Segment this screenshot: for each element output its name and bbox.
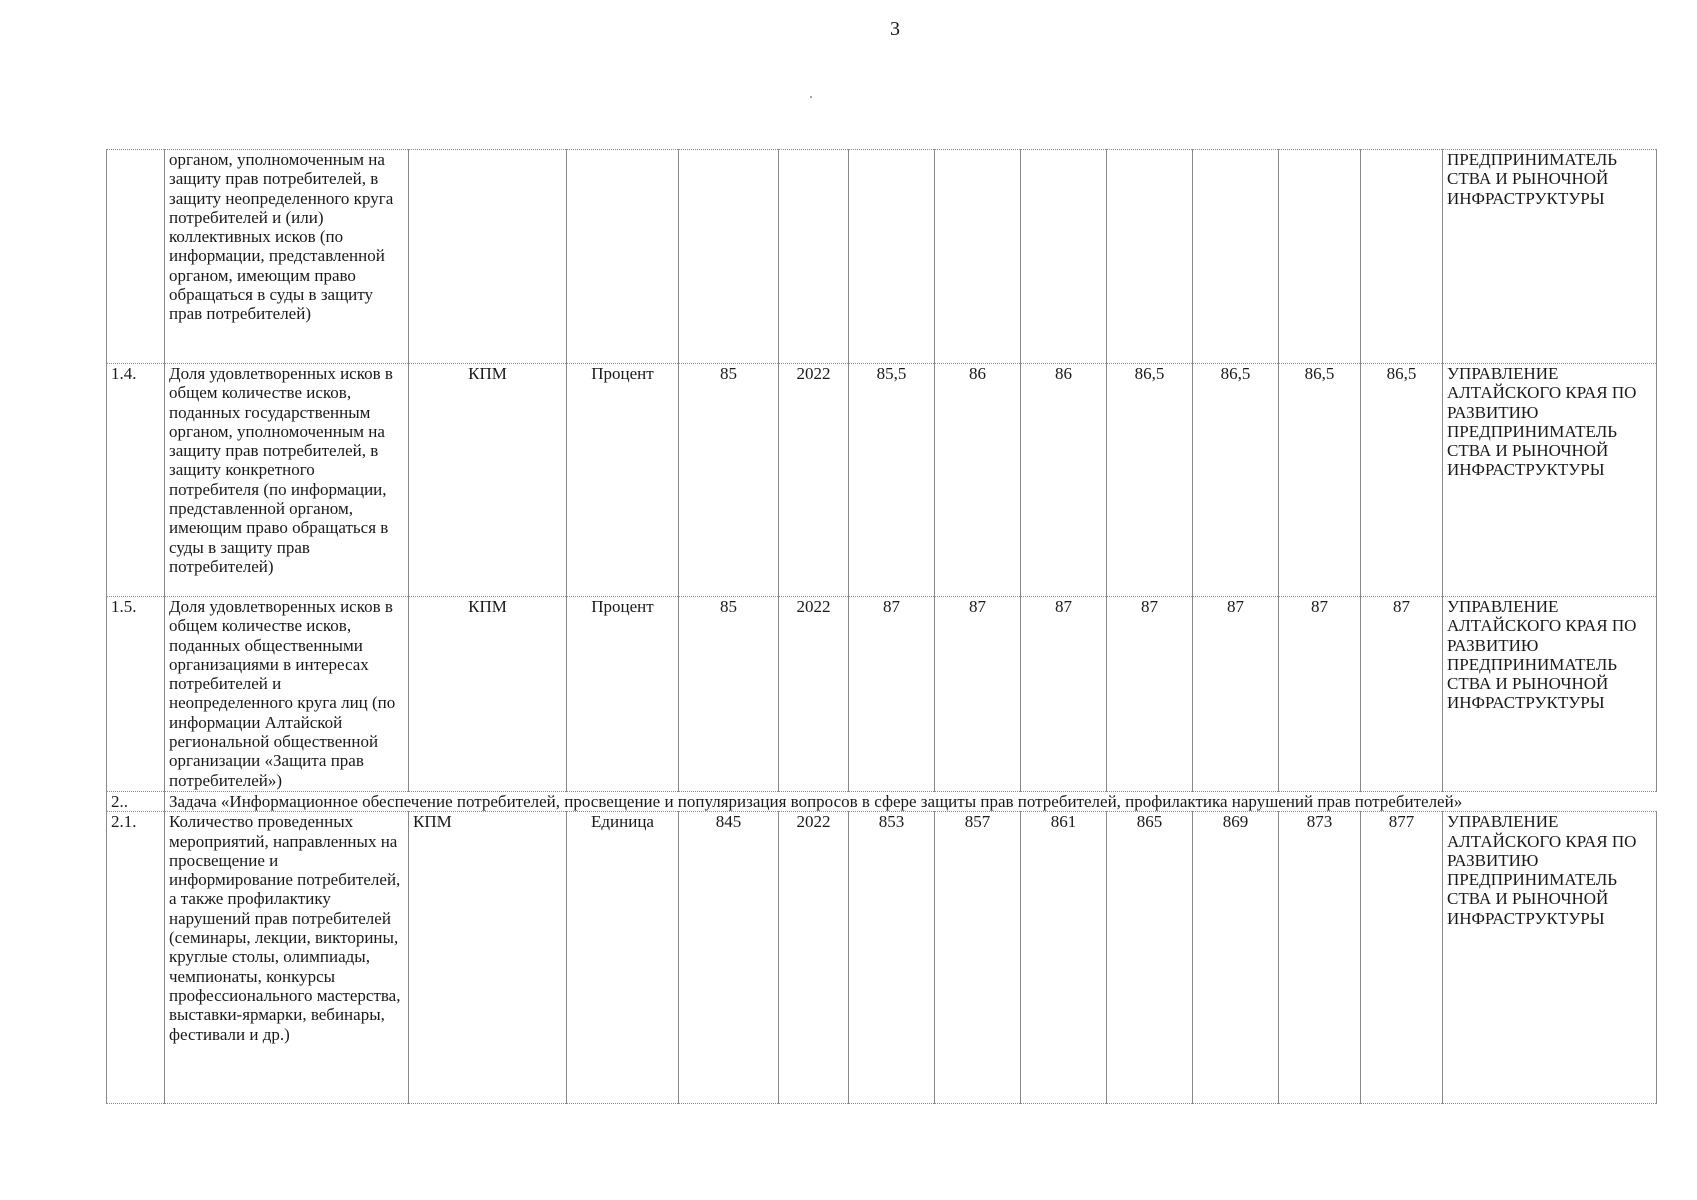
base-value: 85 <box>679 364 779 597</box>
value-cell: 87 <box>1361 597 1443 792</box>
value-cell: 877 <box>1361 812 1443 1104</box>
unit: Единица <box>567 812 679 1104</box>
base-year: 2022 <box>779 364 849 597</box>
indicator-type: КПМ <box>409 812 567 1104</box>
value-cell: 86 <box>1021 364 1107 597</box>
indicator-name: Доля удовлетворенных исков в общем количестве исков, поданных общественными организациями в интересах потребителей и неопределенного круга лиц (по информации Алтайской региональной общественной организации «Защита прав потребителей») <box>165 597 409 792</box>
value-cell <box>935 150 1021 364</box>
row-number: 1.5. <box>107 597 165 792</box>
value-cell <box>1193 150 1279 364</box>
value-cell: 853 <box>849 812 935 1104</box>
task-title: Задача «Информационное обеспечение потребителей, просвещение и популяризация вопросов в сфере защиты прав потребителей, профилактика нарушений прав потребителей» <box>165 792 1657 812</box>
base-value: 85 <box>679 597 779 792</box>
responsible-body: УПРАВЛЕНИЕ АЛТАЙСКОГО КРАЯ ПО РАЗВИТИЮ ПРЕДПРИНИМАТЕЛЬ СТВА И РЫНОЧНОЙ ИНФРАСТРУКТУРЫ <box>1443 364 1657 597</box>
value-cell: 87 <box>1279 597 1361 792</box>
base-value: 845 <box>679 812 779 1104</box>
responsible-body: ПРЕДПРИНИМАТЕЛЬ СТВА И РЫНОЧНОЙ ИНФРАСТРУКТУРЫ <box>1443 150 1657 364</box>
indicator-name: органом, уполномоченным на защиту прав потребителей, в защиту неопределенного круга потребителей и (или) коллективных исков (по информации, представленной органом, имеющим право обращаться в суды в защиту прав потребителей) <box>165 150 409 364</box>
table-row <box>107 150 1657 364</box>
indicator-name: Доля удовлетворенных исков в общем количестве исков, поданных государственным органом, уполномоченным на защиту прав потребителей, в защиту конкретного потребителя (по информации, представленной органом, имеющим право обращаться в суды в защиту прав потребителей) <box>165 364 409 597</box>
base-year: 2022 <box>779 597 849 792</box>
value-cell: 86 <box>935 364 1021 597</box>
indicator-type: КПМ <box>409 364 567 597</box>
indicator-type: КПМ <box>409 597 567 792</box>
indicators-table <box>106 149 1657 1104</box>
value-cell: 87 <box>1021 597 1107 792</box>
base-year <box>779 150 849 364</box>
value-cell: 86,5 <box>1279 364 1361 597</box>
table-row <box>107 597 1657 792</box>
value-cell: 857 <box>935 812 1021 1104</box>
value-cell: 86,5 <box>1361 364 1443 597</box>
value-cell <box>1361 150 1443 364</box>
value-cell: 861 <box>1021 812 1107 1104</box>
unit: Процент <box>567 364 679 597</box>
value-cell <box>1021 150 1107 364</box>
value-cell: 87 <box>1193 597 1279 792</box>
unit: Процент <box>567 597 679 792</box>
value-cell: 87 <box>1107 597 1193 792</box>
indicator-type <box>409 150 567 364</box>
value-cell: 86,5 <box>1193 364 1279 597</box>
scan-speck <box>810 96 812 98</box>
indicator-name: Количество проведенных мероприятий, направленных на просвещение и информирование потребителей, а также профилактику нарушений прав потребителей (семинары, лекции, викторины, круглые столы, олимпиады, чемпионаты, конкурсы профессионального мастерства, выставки-ярмарки, вебинары, фестивали и др.) <box>165 812 409 1104</box>
value-cell: 869 <box>1193 812 1279 1104</box>
task-number: 2.. <box>107 792 165 812</box>
table-row <box>107 812 1657 1104</box>
row-number <box>107 150 165 364</box>
base-value <box>679 150 779 364</box>
base-year: 2022 <box>779 812 849 1104</box>
responsible-body: УПРАВЛЕНИЕ АЛТАЙСКОГО КРАЯ ПО РАЗВИТИЮ ПРЕДПРИНИМАТЕЛЬ СТВА И РЫНОЧНОЙ ИНФРАСТРУКТУРЫ <box>1443 812 1657 1104</box>
row-number: 1.4. <box>107 364 165 597</box>
value-cell <box>849 150 935 364</box>
responsible-body: УПРАВЛЕНИЕ АЛТАЙСКОГО КРАЯ ПО РАЗВИТИЮ ПРЕДПРИНИМАТЕЛЬ СТВА И РЫНОЧНОЙ ИНФРАСТРУКТУРЫ <box>1443 597 1657 792</box>
table-row <box>107 364 1657 597</box>
value-cell: 87 <box>849 597 935 792</box>
value-cell <box>1107 150 1193 364</box>
value-cell: 87 <box>935 597 1021 792</box>
task-row <box>107 792 1657 812</box>
value-cell: 865 <box>1107 812 1193 1104</box>
value-cell <box>1279 150 1361 364</box>
value-cell: 873 <box>1279 812 1361 1104</box>
page-number: 3 <box>890 18 900 40</box>
value-cell: 86,5 <box>1107 364 1193 597</box>
value-cell: 85,5 <box>849 364 935 597</box>
row-number: 2.1. <box>107 812 165 1104</box>
unit <box>567 150 679 364</box>
